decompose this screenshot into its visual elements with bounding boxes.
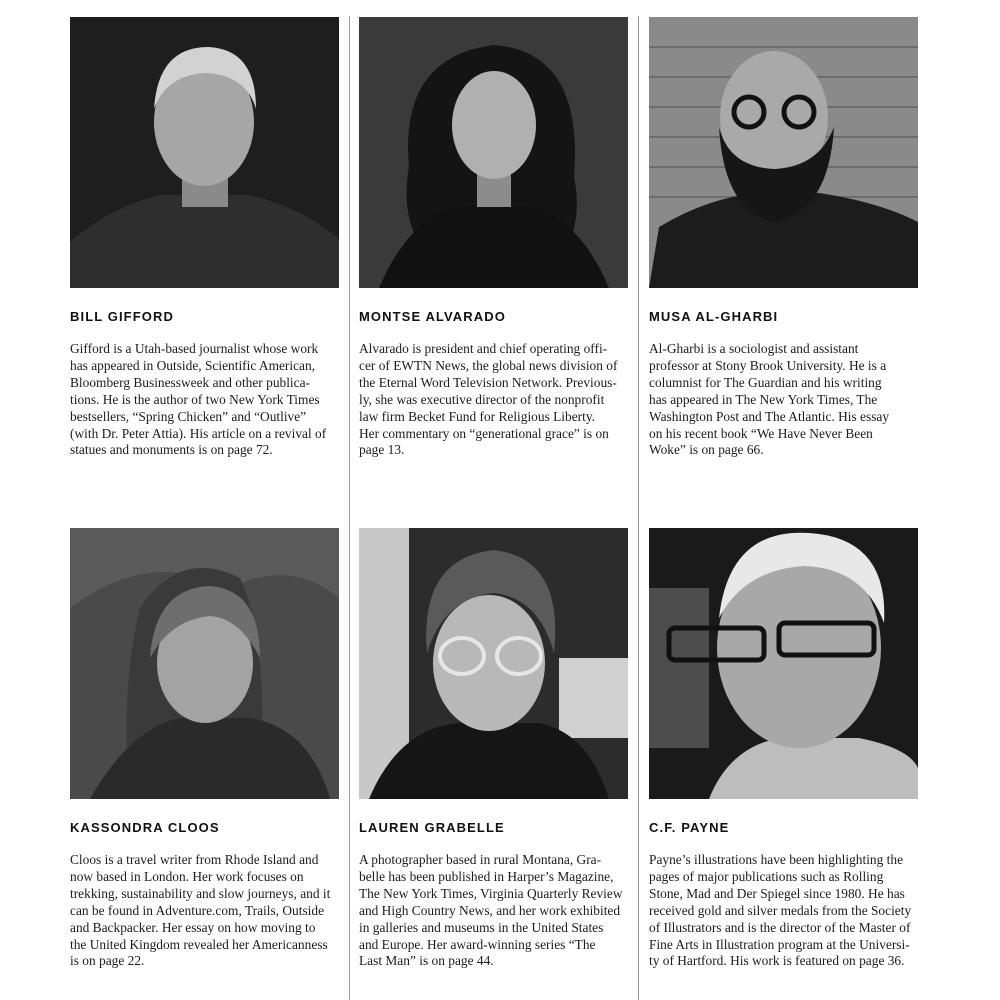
contributor-photo: [70, 528, 339, 799]
contributor-card: [70, 17, 339, 459]
column-divider-right: [638, 16, 639, 1000]
contributor-card: [649, 528, 918, 970]
contributor-bio: A photographer based in rural Montana, Gra- belle has been published in Harper’s Magazine, The New York Times, Virginia Quarterly Review and High Country News, and her work exhibited in galleries and museums in the United States and Europe. Her award-winning series “The Last Man” is on page 44.: [359, 852, 623, 969]
contributor-card: [70, 528, 339, 970]
contributor-name: C.F. PAYNE: [649, 820, 730, 835]
contributor-photo: [649, 528, 918, 799]
contributor-bio: Payne’s illustrations have been highlighting the pages of major publications such as Rolling Stone, Mad and Der Spiegel since 1980. He has received gold and silver medals from the Society of Illustrators and is the director of the Master of Fine Arts in Illustration program at the Universi- ty of Hartford. His work is featured on page 36.: [649, 852, 912, 969]
contributor-name: MUSA AL-GHARBI: [649, 309, 779, 324]
contributor-photo: [70, 17, 339, 288]
contributor-name: LAUREN GRABELLE: [359, 820, 505, 835]
contributor-name: BILL GIFFORD: [70, 309, 174, 324]
contributor-name: MONTSE ALVARADO: [359, 309, 506, 324]
contributor-card: [359, 528, 628, 970]
contributor-photo: [649, 17, 918, 288]
contributor-card: [359, 17, 628, 459]
contributor-photo: [359, 17, 628, 288]
contributor-name: KASSONDRA CLOOS: [70, 820, 220, 835]
contributor-bio: Gifford is a Utah-based journalist whose work has appeared in Outside, Scientific American, Bloomberg Businessweek and other publica- tions. He is the author of two New York Times bestsellers, “Spring Chicken” and “Outlive” (with Dr. Peter Attia). His article on a revival of statues and monuments is on page 72.: [70, 341, 327, 458]
contributor-bio: Al-Gharbi is a sociologist and assistant professor at Stony Brook University. He is a columnist for The Guardian and his writing has appeared in The New York Times, The Washington Post and The Atlantic. His essay on his recent book “We Have Never Been Woke” is on page 66.: [649, 341, 890, 458]
contributor-bio: Alvarado is president and chief operating offi- cer of EWTN News, the global news division of the Eternal Word Television Network. Previous- ly, she was executive director of the nonprofit law firm Becket Fund for Religious Liberty. Her commentary on “generational grace” is on page 13.: [359, 341, 618, 458]
contributor-photo: [359, 528, 628, 799]
contributor-card: [649, 17, 918, 459]
column-divider-left: [349, 16, 350, 1000]
contributor-bio: Cloos is a travel writer from Rhode Island and now based in London. Her work focuses on trekking, sustainability and slow journeys, and it can be found in Adventure.com, Trails, Outside and Backpacker. Her essay on how moving to the United Kingdom revealed her Americanness is on page 22.: [70, 852, 331, 969]
